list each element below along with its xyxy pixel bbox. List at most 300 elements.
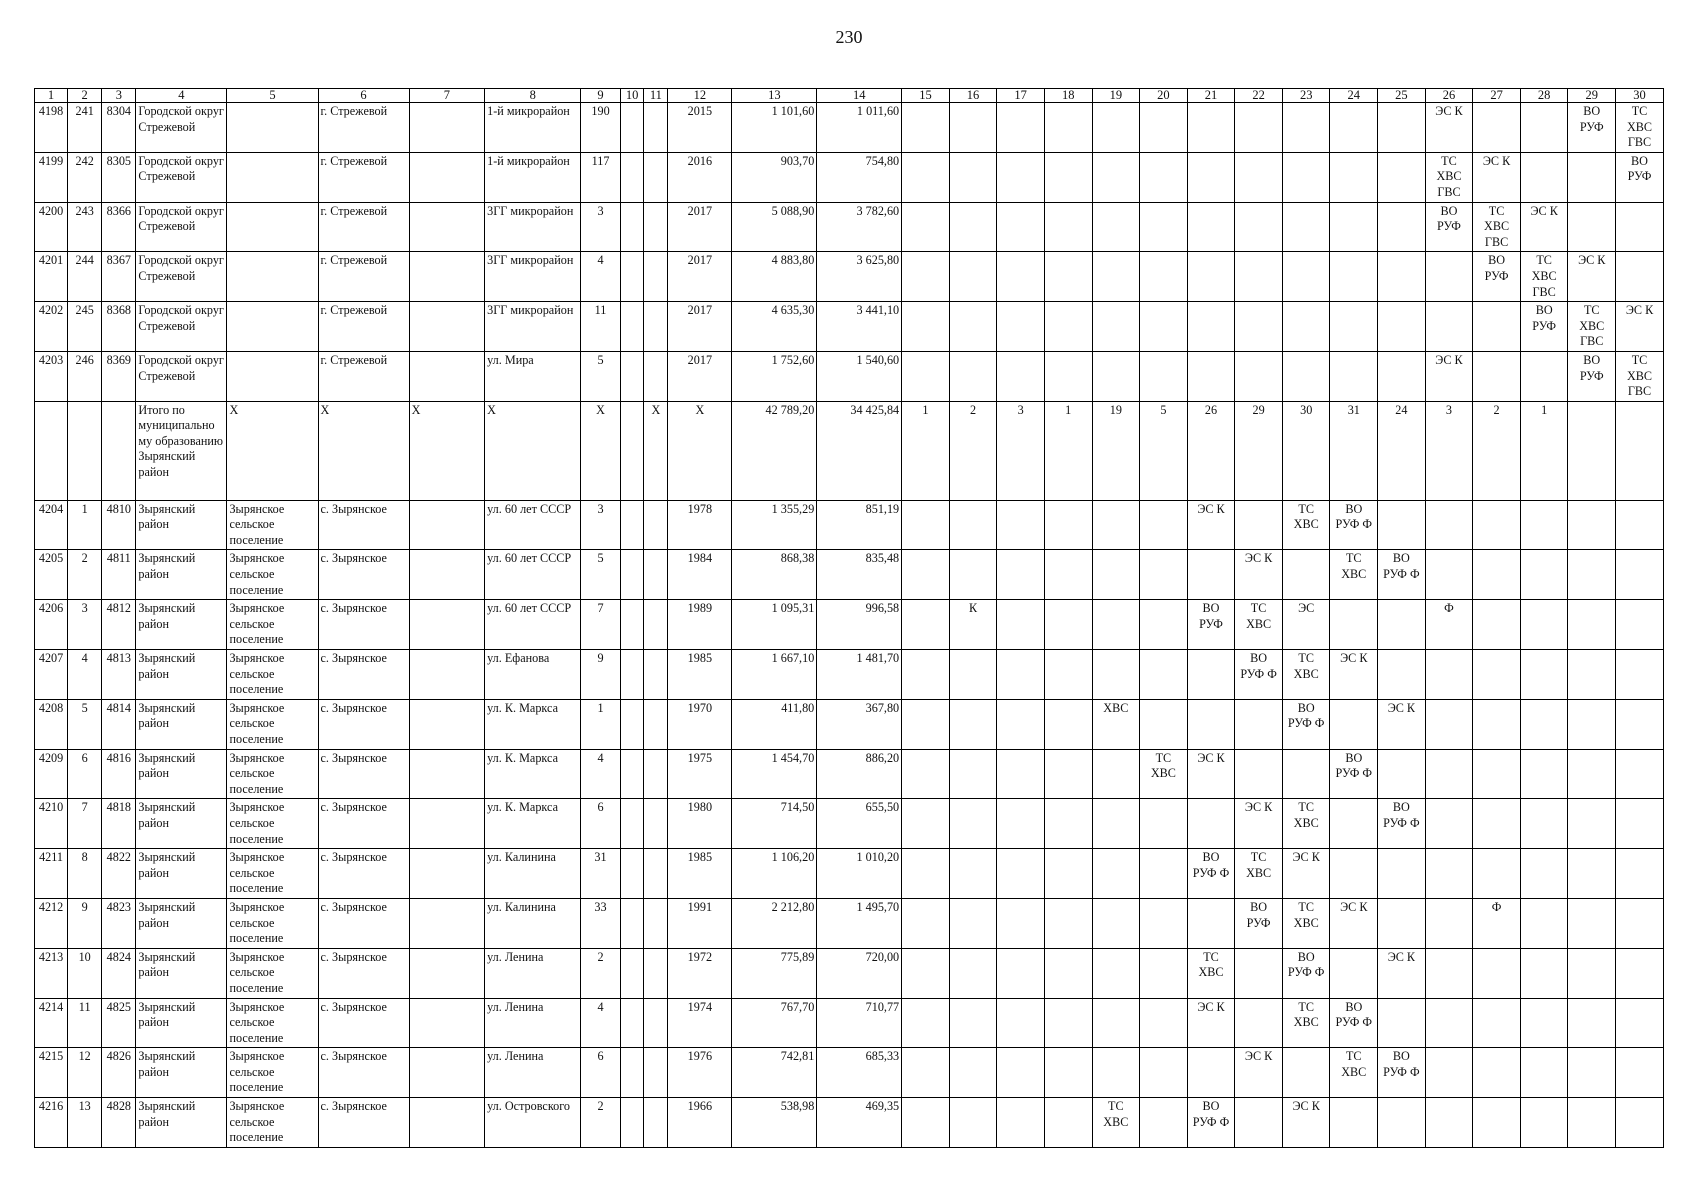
work-type-col-26: [1425, 699, 1473, 749]
cell-col-7: [409, 799, 485, 849]
cell-col-14: 367,80: [817, 699, 902, 749]
cell-col-9: 2: [581, 948, 620, 998]
cell-col-9: 9: [581, 650, 620, 700]
cell-col-7: [409, 351, 485, 401]
work-type-col-23: [1282, 152, 1330, 202]
column-number-19: 19: [1092, 89, 1140, 103]
work-type-col-20: [1140, 351, 1188, 401]
column-number-29: 29: [1568, 89, 1616, 103]
table-row: [35, 202, 1664, 252]
cell-col-4: Зырянский район: [136, 799, 227, 849]
work-type-col-19: [1092, 799, 1140, 849]
cell-col-1: 4203: [35, 351, 68, 401]
work-type-col-24: [1330, 799, 1378, 849]
work-type-col-18: [1044, 1048, 1092, 1098]
cell-col-13: 775,89: [732, 948, 817, 998]
work-type-col-24: ВО РУФ Ф: [1330, 998, 1378, 1048]
work-type-col-22: ЭС К: [1235, 1048, 1283, 1098]
work-type-col-18: [1044, 550, 1092, 600]
work-type-col-23: ЭС К: [1282, 849, 1330, 899]
cell-col-14: 469,35: [817, 1098, 902, 1148]
work-type-col-21: [1187, 650, 1235, 700]
cell-col-10: [620, 550, 644, 600]
cell-col-2: 241: [68, 103, 102, 153]
cell-col-6: с. Зырянское: [318, 650, 409, 700]
cell-col-7: [409, 898, 485, 948]
work-type-col-26: 3: [1425, 401, 1473, 500]
cell-col-6: с. Зырянское: [318, 998, 409, 1048]
cell-col-9: 5: [581, 351, 620, 401]
column-number-3: 3: [102, 89, 136, 103]
work-type-col-25: [1378, 103, 1426, 153]
work-type-col-15: [902, 152, 950, 202]
cell-col-13: 5 088,90: [732, 202, 817, 252]
work-type-col-19: [1092, 998, 1140, 1048]
work-type-col-29: [1568, 849, 1616, 899]
cell-col-11: [644, 600, 668, 650]
work-type-col-24: [1330, 600, 1378, 650]
work-type-col-25: [1378, 1098, 1426, 1148]
cell-col-12: 1970: [668, 699, 732, 749]
work-type-col-16: [949, 948, 997, 998]
work-type-col-19: [1092, 152, 1140, 202]
work-type-col-16: [949, 1048, 997, 1098]
cell-col-5: Зырянское сельское поселение: [227, 600, 318, 650]
cell-col-9: X: [581, 401, 620, 500]
work-type-col-19: ХВС: [1092, 699, 1140, 749]
work-type-col-26: ТС ХВС ГВС: [1425, 152, 1473, 202]
column-number-14: 14: [817, 89, 902, 103]
work-type-col-28: [1520, 998, 1568, 1048]
cell-col-4: Зырянский район: [136, 749, 227, 799]
work-type-col-22: [1235, 351, 1283, 401]
work-type-col-15: [902, 302, 950, 352]
work-type-col-22: [1235, 500, 1283, 550]
cell-col-5: Зырянское сельское поселение: [227, 749, 318, 799]
work-type-col-17: [997, 202, 1045, 252]
work-type-col-19: [1092, 500, 1140, 550]
cell-col-2: 6: [68, 749, 102, 799]
column-number-10: 10: [620, 89, 644, 103]
work-type-col-18: [1044, 1098, 1092, 1148]
cell-col-5: Зырянское сельское поселение: [227, 898, 318, 948]
work-type-col-16: [949, 351, 997, 401]
cell-col-9: 4: [581, 749, 620, 799]
cell-col-13: 714,50: [732, 799, 817, 849]
work-type-col-29: [1568, 401, 1616, 500]
cell-col-14: 754,80: [817, 152, 902, 202]
work-type-col-30: [1616, 948, 1664, 998]
work-type-col-30: [1616, 998, 1664, 1048]
work-type-col-30: [1616, 799, 1664, 849]
work-type-col-25: [1378, 152, 1426, 202]
work-type-col-28: [1520, 898, 1568, 948]
cell-col-1: [35, 401, 68, 500]
cell-col-8: X: [485, 401, 581, 500]
work-type-col-24: [1330, 351, 1378, 401]
work-type-col-19: [1092, 202, 1140, 252]
cell-col-8: ул. К. Маркса: [485, 799, 581, 849]
column-number-16: 16: [949, 89, 997, 103]
work-type-col-15: [902, 252, 950, 302]
work-type-col-25: [1378, 650, 1426, 700]
cell-col-1: 4202: [35, 302, 68, 352]
work-type-col-29: [1568, 998, 1616, 1048]
cell-col-10: [620, 351, 644, 401]
cell-col-4: Зырянский район: [136, 1048, 227, 1098]
work-type-col-20: [1140, 500, 1188, 550]
work-type-col-25: [1378, 500, 1426, 550]
work-type-col-24: [1330, 849, 1378, 899]
cell-col-9: 6: [581, 1048, 620, 1098]
work-type-col-23: ЭС: [1282, 600, 1330, 650]
work-type-col-30: [1616, 1048, 1664, 1098]
cell-col-6: г. Стрежевой: [318, 152, 409, 202]
work-type-col-17: [997, 351, 1045, 401]
cell-col-5: [227, 302, 318, 352]
work-type-col-23: [1282, 550, 1330, 600]
work-type-col-29: [1568, 550, 1616, 600]
work-type-col-16: [949, 699, 997, 749]
work-type-col-28: [1520, 650, 1568, 700]
cell-col-3: 4813: [102, 650, 136, 700]
cell-col-1: 4212: [35, 898, 68, 948]
cell-col-4: Зырянский район: [136, 849, 227, 899]
work-type-col-22: [1235, 948, 1283, 998]
work-type-col-18: [1044, 749, 1092, 799]
work-type-col-24: [1330, 699, 1378, 749]
work-type-col-26: [1425, 550, 1473, 600]
cell-col-13: 1 101,60: [732, 103, 817, 153]
cell-col-14: 720,00: [817, 948, 902, 998]
work-type-col-16: [949, 202, 997, 252]
cell-col-9: 117: [581, 152, 620, 202]
cell-col-1: 4214: [35, 998, 68, 1048]
column-number-21: 21: [1187, 89, 1235, 103]
work-type-col-28: ЭС К: [1520, 202, 1568, 252]
work-type-col-21: [1187, 103, 1235, 153]
cell-col-7: X: [409, 401, 485, 500]
cell-col-11: [644, 699, 668, 749]
work-type-col-23: ТС ХВС: [1282, 650, 1330, 700]
cell-col-12: X: [668, 401, 732, 500]
work-type-col-22: 29: [1235, 401, 1283, 500]
cell-col-8: ул. К. Маркса: [485, 749, 581, 799]
work-type-col-26: [1425, 650, 1473, 700]
cell-col-9: 190: [581, 103, 620, 153]
cell-col-1: 4204: [35, 500, 68, 550]
work-type-col-25: [1378, 302, 1426, 352]
work-type-col-24: [1330, 948, 1378, 998]
cell-col-2: 3: [68, 600, 102, 650]
column-number-8: 8: [485, 89, 581, 103]
cell-col-12: 2015: [668, 103, 732, 153]
cell-col-3: 4814: [102, 699, 136, 749]
cell-col-7: [409, 103, 485, 153]
work-type-col-27: 2: [1473, 401, 1521, 500]
work-type-col-24: ЭС К: [1330, 898, 1378, 948]
work-type-col-20: [1140, 550, 1188, 600]
cell-col-12: 1985: [668, 650, 732, 700]
table-row: [35, 500, 1664, 550]
cell-col-8: ул. Островского: [485, 1098, 581, 1148]
cell-col-3: 4811: [102, 550, 136, 600]
cell-col-9: 6: [581, 799, 620, 849]
cell-col-11: [644, 252, 668, 302]
work-type-col-29: ЭС К: [1568, 252, 1616, 302]
cell-col-12: 1991: [668, 898, 732, 948]
cell-col-7: [409, 500, 485, 550]
cell-col-13: 1 454,70: [732, 749, 817, 799]
work-type-col-29: [1568, 500, 1616, 550]
cell-col-10: [620, 103, 644, 153]
cell-col-13: 4 635,30: [732, 302, 817, 352]
work-type-col-24: ТС ХВС: [1330, 1048, 1378, 1098]
cell-col-11: [644, 799, 668, 849]
work-type-col-15: [902, 1098, 950, 1148]
cell-col-2: 5: [68, 699, 102, 749]
work-type-col-20: [1140, 252, 1188, 302]
cell-col-11: [644, 103, 668, 153]
work-type-col-30: [1616, 749, 1664, 799]
cell-col-7: [409, 1098, 485, 1148]
cell-col-3: 4816: [102, 749, 136, 799]
work-type-col-17: [997, 500, 1045, 550]
column-number-18: 18: [1044, 89, 1092, 103]
work-type-col-30: [1616, 1098, 1664, 1148]
work-type-col-19: [1092, 849, 1140, 899]
work-type-col-24: 31: [1330, 401, 1378, 500]
work-type-col-22: ВО РУФ Ф: [1235, 650, 1283, 700]
work-type-col-24: ЭС К: [1330, 650, 1378, 700]
work-type-col-30: [1616, 650, 1664, 700]
cell-col-4: Зырянский район: [136, 699, 227, 749]
work-type-col-27: [1473, 799, 1521, 849]
cell-col-7: [409, 849, 485, 899]
total-row: [35, 401, 1664, 500]
work-type-col-16: [949, 103, 997, 153]
cell-col-12: 1972: [668, 948, 732, 998]
work-type-col-25: [1378, 749, 1426, 799]
work-type-col-16: [949, 849, 997, 899]
table-row: [35, 799, 1664, 849]
work-type-col-19: 19: [1092, 401, 1140, 500]
work-type-col-17: [997, 699, 1045, 749]
work-type-col-17: [997, 749, 1045, 799]
work-type-col-22: [1235, 103, 1283, 153]
work-type-col-16: 2: [949, 401, 997, 500]
table-row: [35, 998, 1664, 1048]
work-type-col-23: [1282, 202, 1330, 252]
cell-col-10: [620, 799, 644, 849]
work-type-col-18: [1044, 302, 1092, 352]
work-type-col-23: [1282, 1048, 1330, 1098]
cell-col-12: 1976: [668, 1048, 732, 1098]
work-type-col-19: [1092, 103, 1140, 153]
work-type-col-15: [902, 1048, 950, 1098]
column-number-27: 27: [1473, 89, 1521, 103]
work-type-col-18: [1044, 202, 1092, 252]
work-type-col-25: ЭС К: [1378, 948, 1426, 998]
cell-col-1: 4208: [35, 699, 68, 749]
cell-col-9: 4: [581, 252, 620, 302]
column-number-13: 13: [732, 89, 817, 103]
cell-col-9: 5: [581, 550, 620, 600]
work-type-col-26: [1425, 998, 1473, 1048]
cell-col-13: 42 789,20: [732, 401, 817, 500]
work-type-col-16: [949, 898, 997, 948]
cell-col-12: 1966: [668, 1098, 732, 1148]
column-number-24: 24: [1330, 89, 1378, 103]
cell-col-13: 4 883,80: [732, 252, 817, 302]
cell-col-1: 4216: [35, 1098, 68, 1148]
cell-col-11: [644, 1098, 668, 1148]
work-type-col-29: [1568, 650, 1616, 700]
cell-col-2: 10: [68, 948, 102, 998]
cell-col-8: 1-й микрорайон: [485, 103, 581, 153]
work-type-col-30: [1616, 600, 1664, 650]
work-type-col-19: [1092, 550, 1140, 600]
cell-col-7: [409, 948, 485, 998]
cell-col-8: ул. 60 лет СССР: [485, 600, 581, 650]
work-type-col-30: [1616, 500, 1664, 550]
cell-col-14: 996,58: [817, 600, 902, 650]
work-type-col-22: [1235, 1098, 1283, 1148]
work-type-col-30: ЭС К: [1616, 302, 1664, 352]
work-type-col-28: [1520, 103, 1568, 153]
cell-col-7: [409, 699, 485, 749]
work-type-col-27: [1473, 103, 1521, 153]
work-type-col-27: [1473, 302, 1521, 352]
cell-col-8: 3ГГ микрорайон: [485, 252, 581, 302]
cell-col-3: 4818: [102, 799, 136, 849]
work-type-col-20: [1140, 202, 1188, 252]
work-type-col-30: ВО РУФ: [1616, 152, 1664, 202]
cell-col-12: 2017: [668, 252, 732, 302]
cell-col-7: [409, 550, 485, 600]
work-type-col-25: [1378, 600, 1426, 650]
cell-col-1: 4209: [35, 749, 68, 799]
work-type-col-26: ЭС К: [1425, 103, 1473, 153]
work-type-col-18: [1044, 252, 1092, 302]
work-type-col-16: [949, 749, 997, 799]
work-type-col-27: ЭС К: [1473, 152, 1521, 202]
work-type-col-26: [1425, 948, 1473, 998]
work-type-col-28: [1520, 351, 1568, 401]
work-type-col-17: [997, 799, 1045, 849]
work-type-col-23: [1282, 252, 1330, 302]
cell-col-13: 411,80: [732, 699, 817, 749]
cell-col-7: [409, 1048, 485, 1098]
cell-col-1: 4211: [35, 849, 68, 899]
work-type-col-29: [1568, 699, 1616, 749]
work-type-col-21: [1187, 152, 1235, 202]
cell-col-2: 245: [68, 302, 102, 352]
work-type-col-26: [1425, 849, 1473, 899]
work-type-col-20: 5: [1140, 401, 1188, 500]
cell-col-4: Городской округ Стрежевой: [136, 302, 227, 352]
work-type-col-18: [1044, 948, 1092, 998]
work-type-col-16: [949, 252, 997, 302]
work-type-col-21: [1187, 351, 1235, 401]
work-type-col-17: [997, 550, 1045, 600]
cell-col-6: г. Стрежевой: [318, 252, 409, 302]
cell-col-11: [644, 1048, 668, 1098]
work-type-col-15: [902, 103, 950, 153]
cell-col-10: [620, 699, 644, 749]
column-number-17: 17: [997, 89, 1045, 103]
cell-col-11: [644, 998, 668, 1048]
work-type-col-18: [1044, 500, 1092, 550]
work-type-col-28: ТС ХВС ГВС: [1520, 252, 1568, 302]
cell-col-13: 903,70: [732, 152, 817, 202]
cell-col-13: 767,70: [732, 998, 817, 1048]
cell-col-8: ул. 60 лет СССР: [485, 550, 581, 600]
work-type-col-20: [1140, 1048, 1188, 1098]
work-type-col-26: [1425, 252, 1473, 302]
cell-col-4: Городской округ Стрежевой: [136, 252, 227, 302]
column-number-4: 4: [136, 89, 227, 103]
work-type-col-19: [1092, 898, 1140, 948]
work-type-col-15: [902, 898, 950, 948]
cell-col-14: 1 011,60: [817, 103, 902, 153]
work-type-col-28: [1520, 1098, 1568, 1148]
table-row: [35, 103, 1664, 153]
column-number-20: 20: [1140, 89, 1188, 103]
cell-col-1: 4205: [35, 550, 68, 600]
work-type-col-26: [1425, 799, 1473, 849]
work-type-col-17: 3: [997, 401, 1045, 500]
work-type-col-19: [1092, 351, 1140, 401]
work-type-col-23: [1282, 351, 1330, 401]
work-type-col-21: [1187, 1048, 1235, 1098]
cell-col-5: X: [227, 401, 318, 500]
work-type-col-23: ТС ХВС: [1282, 898, 1330, 948]
work-type-col-28: [1520, 550, 1568, 600]
work-type-col-15: [902, 550, 950, 600]
cell-col-4: Итого по муниципально му образованию Зырянский район: [136, 401, 227, 500]
cell-col-2: 11: [68, 998, 102, 1048]
work-type-col-28: [1520, 152, 1568, 202]
cell-col-14: 1 540,60: [817, 351, 902, 401]
work-type-col-25: ЭС К: [1378, 699, 1426, 749]
cell-col-3: 8304: [102, 103, 136, 153]
work-type-col-20: [1140, 998, 1188, 1048]
cell-col-1: 4198: [35, 103, 68, 153]
work-type-col-18: [1044, 351, 1092, 401]
table-row: [35, 849, 1664, 899]
work-type-col-25: ВО РУФ Ф: [1378, 550, 1426, 600]
cell-col-4: Зырянский район: [136, 1098, 227, 1148]
work-type-col-21: ТС ХВС: [1187, 948, 1235, 998]
cell-col-14: 1 010,20: [817, 849, 902, 899]
work-type-col-27: [1473, 550, 1521, 600]
cell-col-6: г. Стрежевой: [318, 351, 409, 401]
cell-col-3: [102, 401, 136, 500]
cell-col-4: Городской округ Стрежевой: [136, 152, 227, 202]
cell-col-5: Зырянское сельское поселение: [227, 699, 318, 749]
work-type-col-15: [902, 849, 950, 899]
page-number: 230: [835, 27, 863, 47]
work-type-col-30: ТС ХВС ГВС: [1616, 103, 1664, 153]
cell-col-14: 3 782,60: [817, 202, 902, 252]
cell-col-10: [620, 948, 644, 998]
cell-col-2: 246: [68, 351, 102, 401]
work-type-col-16: [949, 302, 997, 352]
work-type-col-17: [997, 998, 1045, 1048]
table-row: [35, 302, 1664, 352]
column-number-26: 26: [1425, 89, 1473, 103]
